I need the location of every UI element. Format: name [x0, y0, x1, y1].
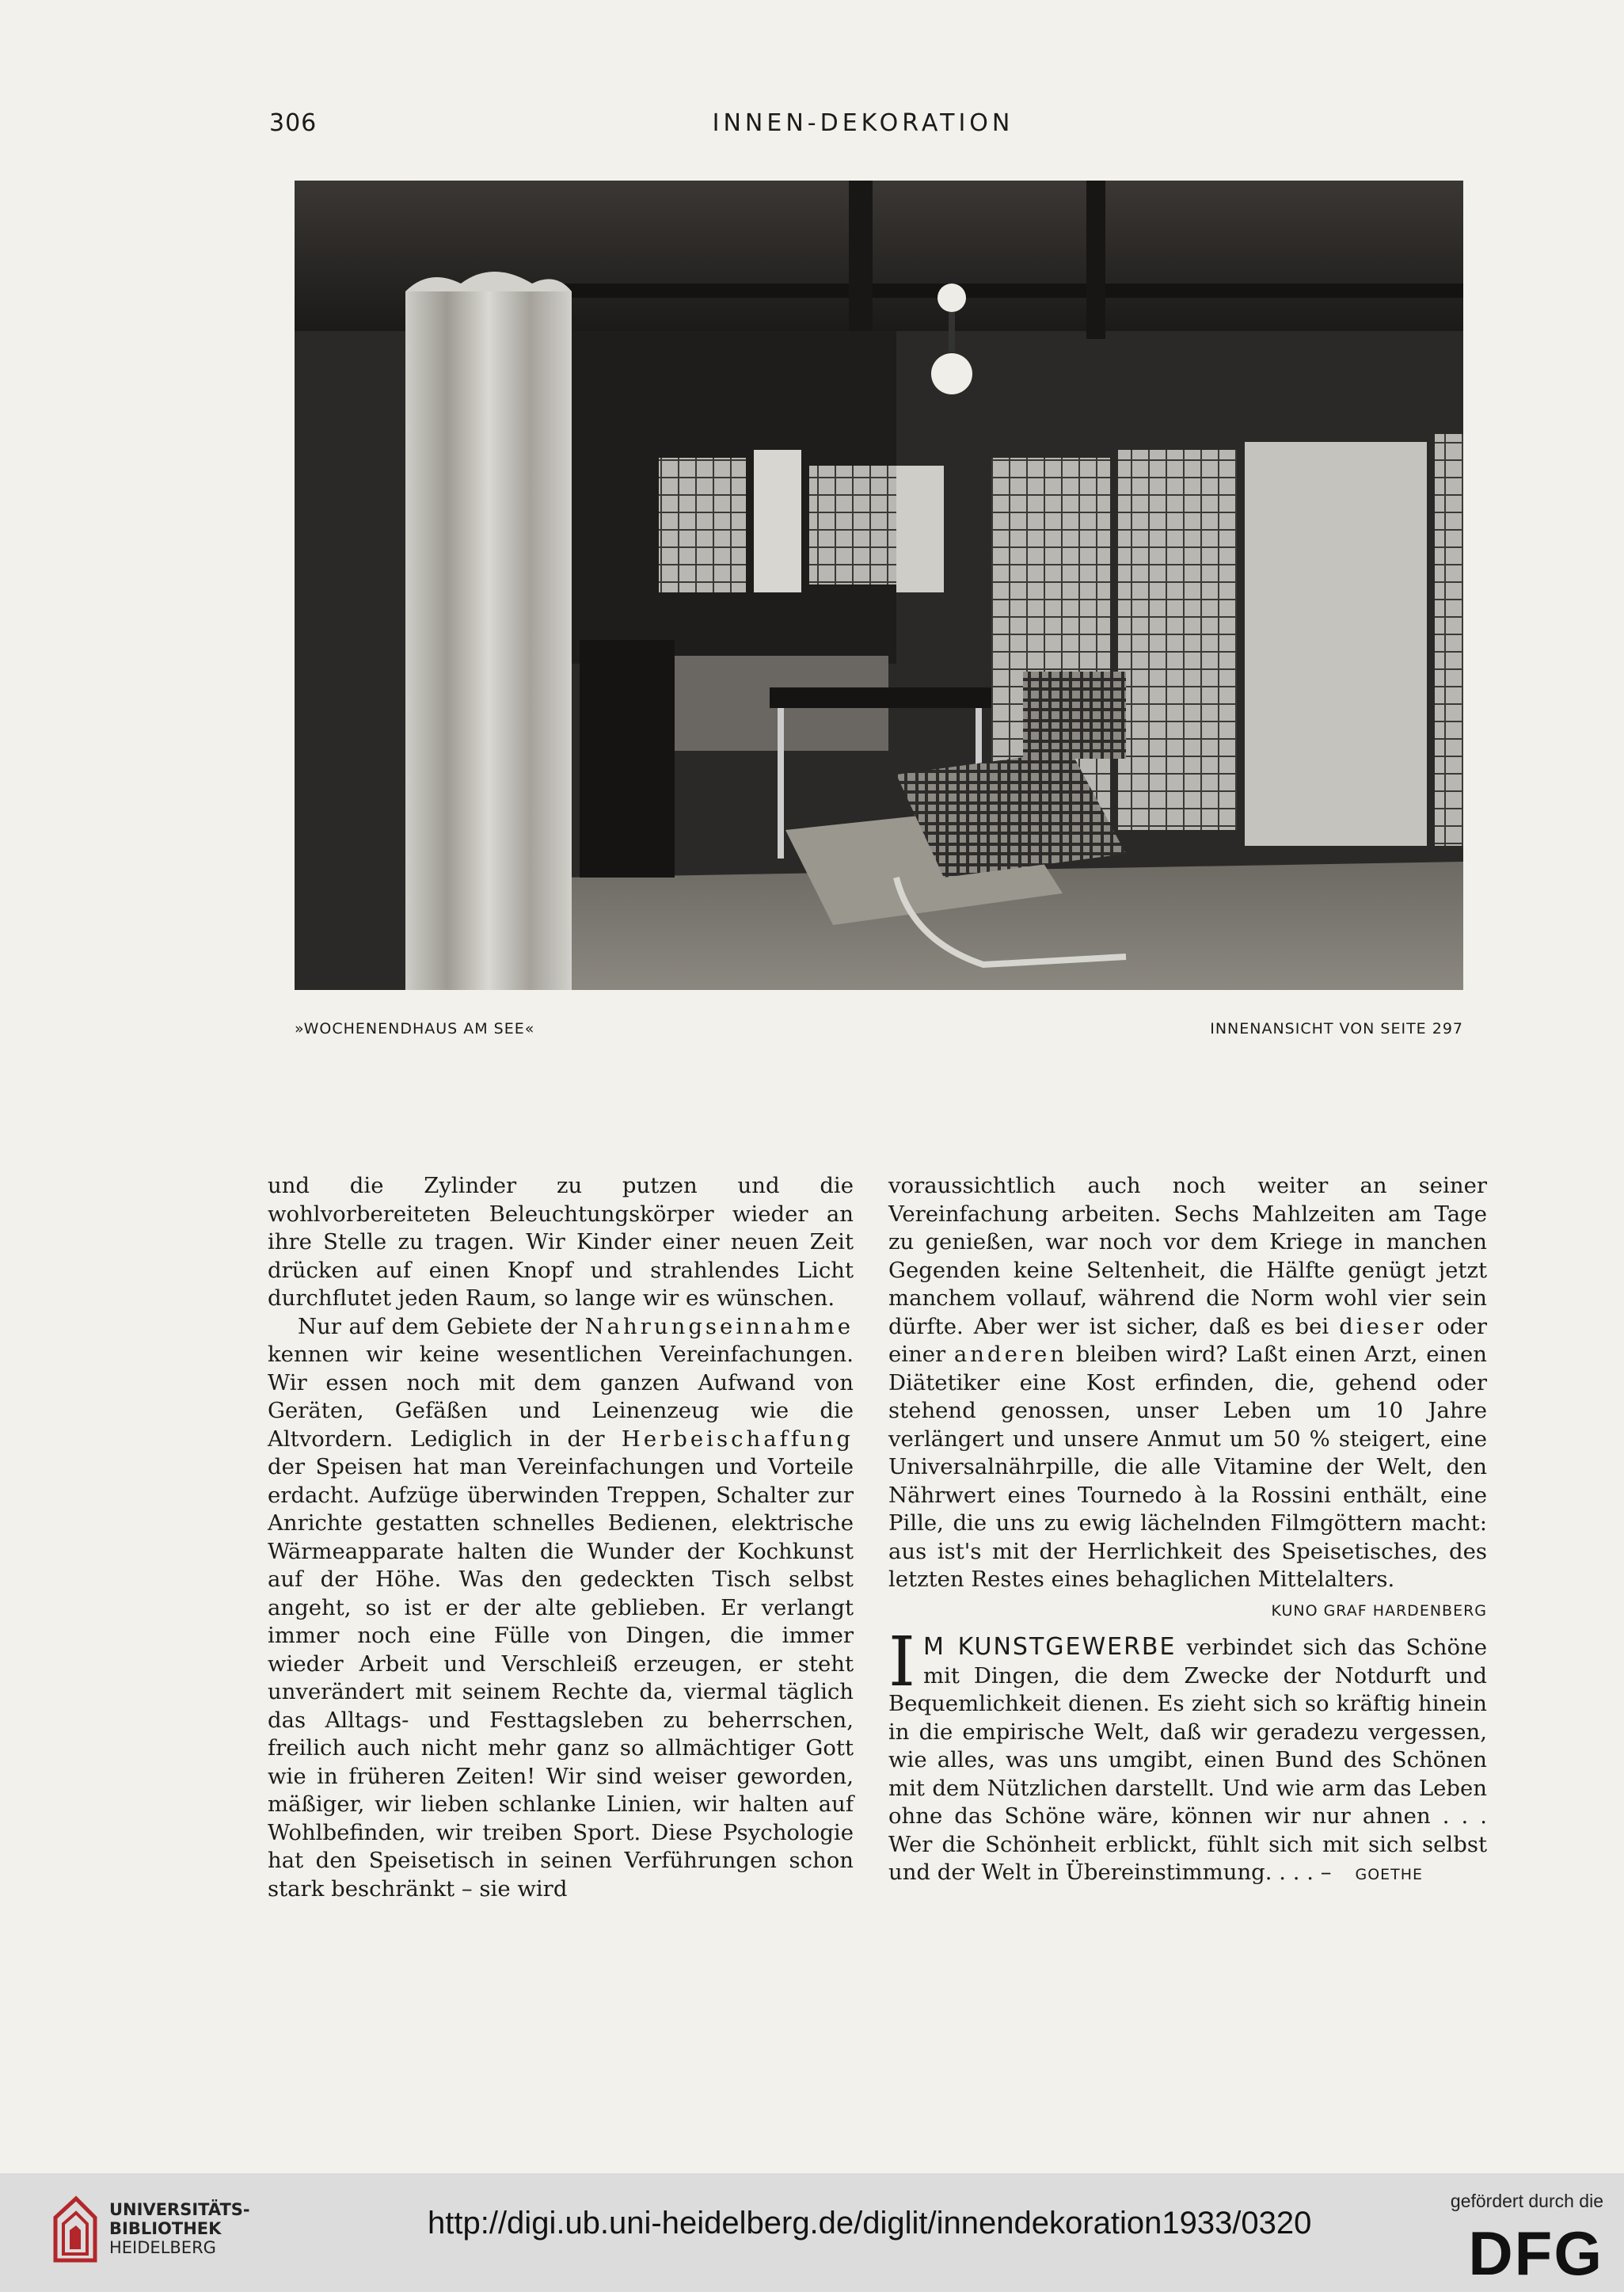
- quote-author: GOETHE: [1355, 1866, 1424, 1883]
- library-name: UNIVERSITÄTS- BIBLIOTHEK HEIDELBERG: [109, 2200, 250, 2257]
- author-signature: KUNO GRAF HARDENBERG: [1271, 1601, 1487, 1620]
- article-column-left: [268, 1172, 854, 1903]
- paragraph: voraussichtlich auch noch weiter an seiner Vereinfachung arbeiten. Sechs Mahlzeiten am Tage zu genießen, war noch vor dem Kriege in manchen Gegenden keine Seltenheit, die Hälfte genügt jetzt manchem vollauf, während die Norm wohl vier sein dürfte. Aber wer ist sicher, daß es bei dieser oder einer anderen bleiben wird? Laßt einen Arzt, einen Diätetiker eine Kost erfinden, die, gehend oder stehend genossen, unser Leben um 10 Jahre verlängert und unsere Anmut um 50 % steigert, eine Universalnährpille, die alle Vitamine der Welt, den Nährwert eines Tournedo à la Rossini enthält, eine Pille, die uns zu ewig lächelnden Filmgöttern macht: aus ist's mit der Herrlichkeit des Speisetisches, des letzten Restes eines behaglichen Mittelalters.: [888, 1173, 1487, 1592]
- library-logo-icon: [49, 2194, 100, 2265]
- paragraph: Nur auf dem Gebiete der Nahrungseinnahme kennen wir keine wesentlichen Vereinfachungen. Wir essen noch mit dem ganzen Aufwand von Geräten, Gefäßen und Leinenzeug wie die Altvordern. Lediglich in der Herbeischaffung der Speisen hat man Vereinfachungen und Vorteile erdacht. Aufzüge überwinden Treppen, Schalter zur Anrichte gestatten schnelles Bedienen, elektrische Wärmeapparate halten die Wunder der Kochkunst auf der Höhe. Was den gedeckten Tisch selbst angeht, so ist er der alte geblieben. Er verlangt immer noch eine Fülle von Dingen, die immer wieder Arbeit und Verschleiß erzeugen, er steht unverändert mit seinem Rechte da, viermal täglich das Alltags- und Festtagsleben zu beherrschen, freilich auch nicht mehr ganz so allmächtiger Gott wie in früheren Zeiten! Wir sind weiser geworden, mäßiger, wir lieben schlanke Linien, wir halten auf Wohlbefinden, wir treiben Sport. Diese Psychologie hat den Speisetisch in seinen Verführungen schon stark beschränkt – sie wird: [268, 1313, 854, 1902]
- interior-photograph: [295, 181, 1463, 990]
- running-title: INNEN-DEKORATION: [712, 109, 1014, 137]
- drop-cap: I: [888, 1623, 915, 1702]
- figure-caption-reference: INNENANSICHT VON SEITE 297: [1210, 1020, 1463, 1037]
- dfg-logo: DFG: [1468, 2218, 1603, 2288]
- page-number: 306: [269, 109, 318, 137]
- funding-label: gefördert durch die: [1450, 2191, 1603, 2211]
- quote-paragraph: I M KUNSTGEWERBE verbindet sich das Schöne mit Dingen, die dem Zwecke der Notdurft und Bequemlichkeit dienen. Es zieht sich so kräftig hinein in die empirische Welt, daß wir geradezu vergessen, wie alles, was uns umgibt, einen Bund des Schönen mit dem Nützlichen darstellt. Und wie arm das Leben ohne das Schöne wäre, können wir nur ahnen . . . Wer die Schönheit erblickt, fühlt sich mit sich selbst und der Welt in Übereinstimmung. . . . – GOETHE: [888, 1623, 1487, 1885]
- page-header: [269, 109, 1457, 149]
- paragraph: und die Zylinder zu putzen und die wohlvorbereiteten Beleuchtungskörper wieder an ihre Stelle zu tragen. Wir Kinder einer neuen Zeit drücken auf einen Knopf und strahlendes Licht durchflutet jeden Raum, so lange wir es wünschen.: [268, 1173, 854, 1311]
- article-column-right: [888, 1172, 1487, 1890]
- digital-library-link[interactable]: http://digi.ub.uni-heidelberg.de/diglit/innendekoration1933/0320: [428, 2206, 1312, 2241]
- figure-caption-title: »WOCHENENDHAUS AM SEE«: [295, 1020, 535, 1037]
